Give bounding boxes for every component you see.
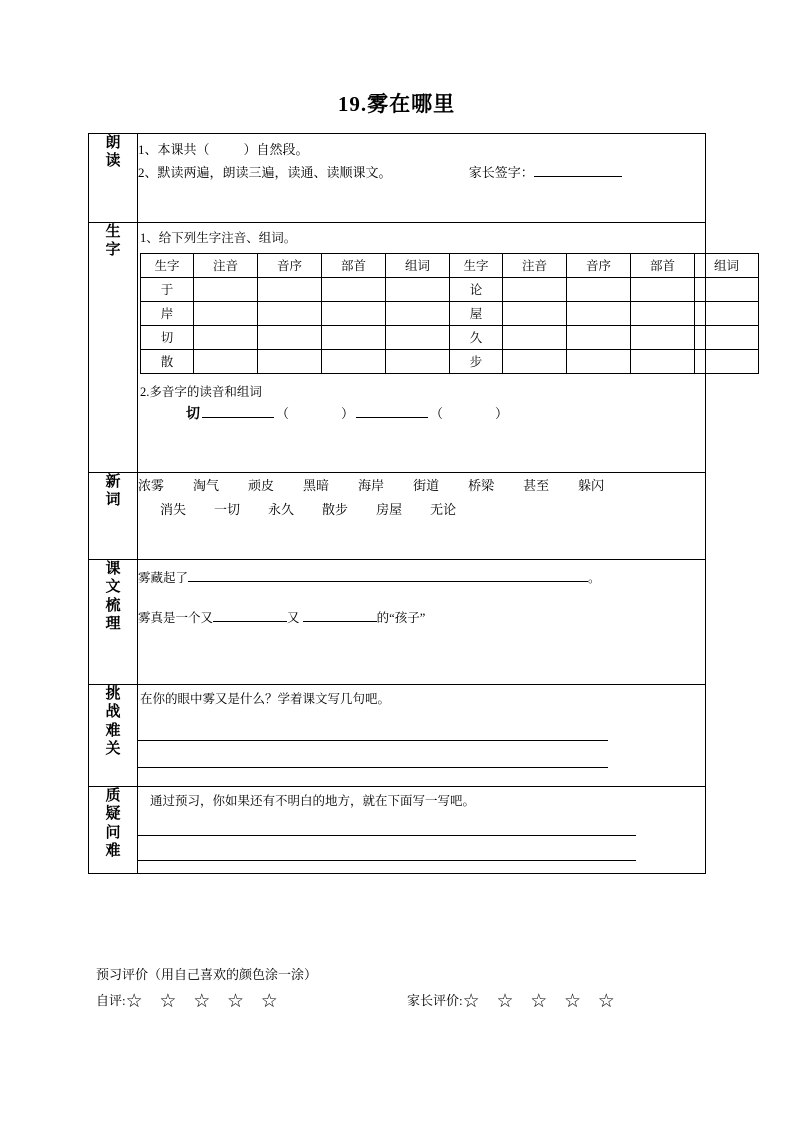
row-label-char: 质 xyxy=(105,788,121,804)
word-item: 桥梁 xyxy=(468,478,495,493)
summary-2-blank-1[interactable] xyxy=(213,609,287,622)
answer-cell[interactable] xyxy=(695,302,759,326)
word-item: 永久 xyxy=(268,501,295,517)
word-item: 房屋 xyxy=(376,501,403,517)
answer-cell[interactable] xyxy=(631,278,695,302)
word-item: 无论 xyxy=(430,501,457,517)
answer-cell[interactable] xyxy=(631,326,695,350)
answer-cell[interactable] xyxy=(194,350,258,374)
character-cell: 论 xyxy=(450,278,503,302)
character-cell: 步 xyxy=(450,350,503,374)
table-row-textsummary xyxy=(89,560,706,685)
summary-1-suffix: 。 xyxy=(588,571,601,585)
newcharacters-task2-heading: 2.多音字的读音和组词 xyxy=(140,385,262,399)
row-label-textsummary xyxy=(89,560,138,685)
newwords-row-1 xyxy=(138,476,705,497)
table-row xyxy=(141,278,759,302)
col-header-bushou-left: 部首 xyxy=(322,254,386,278)
challenge-answer-line-1[interactable] xyxy=(138,740,608,741)
reading-item-1 xyxy=(138,140,705,161)
answer-cell[interactable] xyxy=(695,350,759,374)
answer-cell[interactable] xyxy=(258,326,322,350)
word-item: 消失 xyxy=(160,501,187,517)
evaluation-section xyxy=(96,965,736,1017)
row-label-char: 文 xyxy=(105,579,121,596)
col-header-bushou-right: 部首 xyxy=(631,254,695,278)
answer-cell[interactable] xyxy=(695,278,759,302)
answer-cell[interactable] xyxy=(567,350,631,374)
summary-sentence-1 xyxy=(138,568,705,588)
row-label-char: 难 xyxy=(105,842,121,859)
col-header-shengzi-left: 生字 xyxy=(141,254,194,278)
paren-open: （ xyxy=(276,406,290,421)
answer-cell[interactable] xyxy=(322,326,386,350)
questions-answer-line-1[interactable] xyxy=(138,835,636,836)
table-row-newcharacters xyxy=(89,223,706,473)
paren-close: ） xyxy=(495,406,509,421)
word-item: 海岸 xyxy=(358,478,385,493)
answer-cell[interactable] xyxy=(503,278,567,302)
parent-signature-label: 家长签字： xyxy=(468,164,534,180)
answer-cell[interactable] xyxy=(567,302,631,326)
self-evaluation-group xyxy=(96,987,284,1016)
table-row xyxy=(141,302,759,326)
row-label-char: 疑 xyxy=(105,806,121,823)
polyphonic-character: 切 xyxy=(186,407,200,422)
star-icon-group-parent[interactable]: ☆ ☆ ☆ ☆ ☆ xyxy=(462,991,621,1013)
polyphonic-pinyin-blank-1[interactable] xyxy=(202,405,274,418)
col-header-yinxu-left: 音序 xyxy=(258,254,322,278)
table-row xyxy=(141,326,759,350)
answer-cell[interactable] xyxy=(386,326,450,350)
summary-2-middle: 又 xyxy=(287,611,300,625)
col-header-yinxu-right: 音序 xyxy=(567,254,631,278)
col-header-zuci-right: 组词 xyxy=(695,254,759,278)
row-label-newwords xyxy=(89,473,138,560)
row-label-char: 生 xyxy=(105,224,121,240)
reading-item-2 xyxy=(138,163,705,184)
answer-cell[interactable] xyxy=(258,278,322,302)
row-label-char: 难 xyxy=(105,722,121,739)
row-content-questions xyxy=(138,787,706,874)
summary-2-prefix: 雾真是一个又 xyxy=(138,611,214,625)
row-label-char: 关 xyxy=(105,740,121,757)
row-content-newwords xyxy=(138,473,706,560)
summary-sentence-2 xyxy=(138,608,705,628)
star-icon-group-self[interactable]: ☆ ☆ ☆ ☆ ☆ xyxy=(125,991,284,1013)
table-header-row xyxy=(141,254,759,278)
self-evaluation-label: 自评: xyxy=(96,993,126,1009)
word-item: 浓雾 xyxy=(138,478,165,493)
answer-cell[interactable] xyxy=(503,302,567,326)
row-label-char: 战 xyxy=(105,704,121,721)
summary-2-suffix: 的“孩子” xyxy=(376,611,426,625)
table-row-challenge xyxy=(89,685,706,787)
answer-cell[interactable] xyxy=(386,302,450,326)
row-content-newcharacters xyxy=(138,223,739,473)
answer-cell[interactable] xyxy=(194,278,258,302)
table-row-newwords xyxy=(89,473,706,560)
answer-cell[interactable] xyxy=(503,350,567,374)
row-label-char: 词 xyxy=(105,492,121,509)
col-header-zhuyin-right: 注音 xyxy=(503,254,567,278)
evaluation-ratings xyxy=(96,987,736,1016)
parent-signature-blank[interactable] xyxy=(534,163,622,176)
questions-answer-line-2[interactable] xyxy=(138,860,636,861)
col-header-shengzi-right: 生字 xyxy=(450,254,503,278)
paren-close: ） xyxy=(341,406,355,421)
word-item: 黑暗 xyxy=(303,478,330,493)
parent-signature-group xyxy=(469,163,622,184)
answer-cell[interactable] xyxy=(503,326,567,350)
challenge-answer-line-2[interactable] xyxy=(138,767,608,768)
answer-cell[interactable] xyxy=(567,326,631,350)
answer-cell[interactable] xyxy=(386,350,450,374)
answer-cell[interactable] xyxy=(322,350,386,374)
col-header-zhuyin-left: 注音 xyxy=(194,254,258,278)
row-content-challenge xyxy=(138,685,706,787)
summary-1-blank[interactable] xyxy=(188,569,588,582)
row-label-char: 梳 xyxy=(105,597,121,614)
questions-prompt: 通过预习，你如果还有不明白的地方，就在下面写一写吧。 xyxy=(150,794,476,808)
row-label-char: 读 xyxy=(105,153,121,170)
character-cell: 切 xyxy=(141,326,194,350)
character-cell: 于 xyxy=(141,278,194,302)
row-label-char: 新 xyxy=(105,474,121,490)
table-row-reading xyxy=(89,134,706,223)
row-label-newcharacters xyxy=(89,223,138,473)
answer-cell[interactable] xyxy=(631,350,695,374)
row-label-char: 挑 xyxy=(105,686,121,702)
word-item: 一切 xyxy=(214,501,241,517)
row-label-questions xyxy=(89,787,138,874)
evaluation-title: 预习评价（用自己喜欢的颜色涂一涂） xyxy=(96,967,318,982)
row-label-char: 理 xyxy=(105,615,121,632)
answer-cell[interactable] xyxy=(695,326,759,350)
reading-item-1-prefix: 1、本课共（ xyxy=(138,142,210,157)
row-label-reading xyxy=(89,134,138,223)
answer-cell[interactable] xyxy=(386,278,450,302)
character-cell: 屋 xyxy=(450,302,503,326)
character-cell: 散 xyxy=(141,350,194,374)
summary-1-prefix: 雾藏起了 xyxy=(138,571,189,585)
table-row-questions xyxy=(89,787,706,874)
word-item: 街道 xyxy=(413,478,440,493)
paren-open: （ xyxy=(430,406,444,421)
character-practice-table xyxy=(140,253,759,374)
answer-cell[interactable] xyxy=(322,278,386,302)
row-label-char: 课 xyxy=(105,561,121,577)
newcharacters-task1-heading: 1、给下列生字注音、组词。 xyxy=(140,231,297,245)
parent-evaluation-label: 家长评价: xyxy=(407,993,463,1009)
row-label-char: 问 xyxy=(105,824,121,841)
polyphonic-exercise xyxy=(186,404,705,426)
summary-2-blank-2[interactable] xyxy=(303,609,377,622)
reading-item-1-suffix: ）自然段。 xyxy=(243,142,309,157)
word-item: 散步 xyxy=(322,501,349,517)
page-title: 19.雾在哪里 xyxy=(337,92,456,116)
answer-cell[interactable] xyxy=(194,302,258,326)
row-label-char: 朗 xyxy=(105,135,121,151)
worksheet-table xyxy=(88,133,739,874)
word-item: 甚至 xyxy=(523,478,550,493)
character-cell: 岸 xyxy=(141,302,194,326)
answer-cell[interactable] xyxy=(567,278,631,302)
word-item: 顽皮 xyxy=(248,478,275,493)
answer-cell[interactable] xyxy=(322,302,386,326)
newwords-row-2 xyxy=(138,500,705,521)
answer-cell[interactable] xyxy=(258,350,322,374)
challenge-prompt: 在你的眼中雾又是什么？学着课文写几句吧。 xyxy=(140,692,391,706)
word-item: 躲闪 xyxy=(578,478,605,493)
parent-evaluation-group xyxy=(407,987,621,1016)
col-header-zuci-left: 组词 xyxy=(386,254,450,278)
answer-cell[interactable] xyxy=(258,302,322,326)
reading-item-2-text: 2、默读两遍，朗读三遍，读通、读顺课文。 xyxy=(138,164,392,180)
row-content-textsummary xyxy=(138,560,706,685)
character-cell: 久 xyxy=(450,326,503,350)
answer-cell[interactable] xyxy=(194,326,258,350)
word-item: 淘气 xyxy=(193,478,220,493)
polyphonic-pinyin-blank-2[interactable] xyxy=(356,405,428,418)
row-label-char: 字 xyxy=(105,242,121,259)
row-label-challenge xyxy=(89,685,138,787)
answer-cell[interactable] xyxy=(631,302,695,326)
table-row xyxy=(141,350,759,374)
row-content-reading xyxy=(138,134,706,223)
